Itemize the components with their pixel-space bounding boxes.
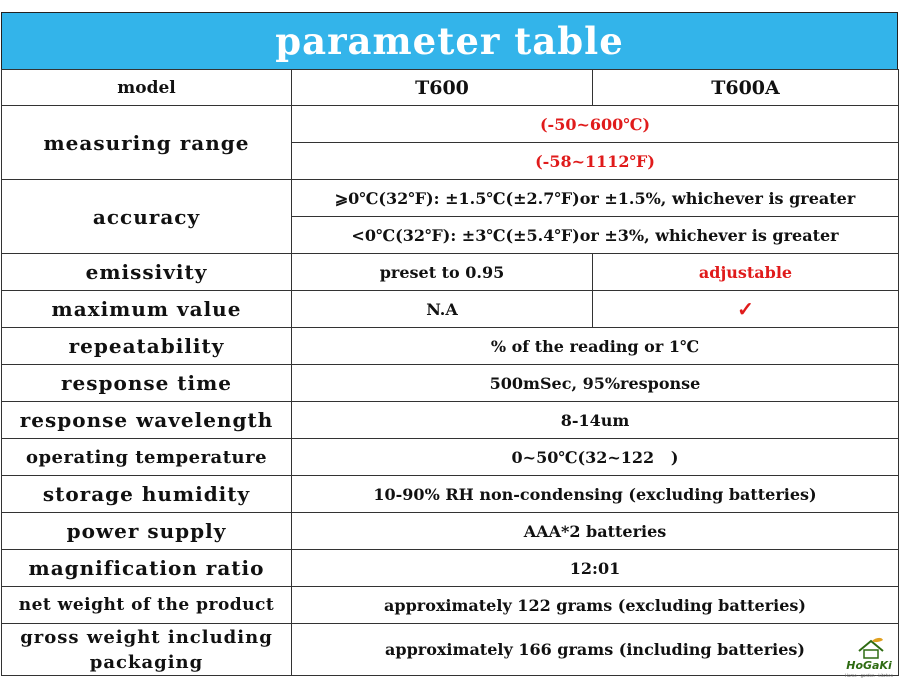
table-row xyxy=(2,291,899,328)
house-leaf-icon xyxy=(856,637,886,659)
table-row xyxy=(2,513,899,550)
table-row xyxy=(2,439,899,476)
maximum-value-t600: N.A xyxy=(292,291,593,328)
table-row xyxy=(2,180,899,217)
parameter-table-container xyxy=(1,12,898,676)
parameter-table xyxy=(1,69,899,676)
row-label-measuring-range: measuring range xyxy=(2,106,292,180)
row-label-accuracy: accuracy xyxy=(2,180,292,254)
row-label-net-weight: net weight of the product xyxy=(2,587,292,624)
row-label-storage-humidity: storage humidity xyxy=(2,476,292,513)
table-row xyxy=(2,254,899,291)
power-supply-value: AAA*2 batteries xyxy=(292,513,899,550)
table-row xyxy=(2,476,899,513)
row-label-emissivity: emissivity xyxy=(2,254,292,291)
table-row xyxy=(2,106,899,143)
hogaki-logo xyxy=(842,637,896,681)
table-row xyxy=(2,550,899,587)
logo-wordmark: HoGaKi xyxy=(846,659,892,672)
emissivity-t600: preset to 0.95 xyxy=(292,254,593,291)
operating-temperature-value: 0~50℃(32~122 ) xyxy=(292,439,899,476)
table-header-row xyxy=(2,70,899,106)
net-weight-value: approximately 122 grams (excluding batteries) xyxy=(292,587,899,624)
accuracy-above-zero: ⩾0℃(32℉): ±1.5℃(±2.7℉)or ±1.5%, whichever is greater xyxy=(292,180,899,217)
table-title-bar xyxy=(1,12,898,69)
row-label-response-time: response time xyxy=(2,365,292,402)
storage-humidity-value: 10-90% RH non-condensing (excluding batteries) xyxy=(292,476,899,513)
table-row xyxy=(2,402,899,439)
row-label-magnification-ratio: magnification ratio xyxy=(2,550,292,587)
measuring-range-fahrenheit: (-58~1112℉) xyxy=(292,143,899,180)
gross-weight-label-line2: packaging xyxy=(89,651,204,673)
table-title: parameter table xyxy=(275,19,624,63)
logo-tagline: Home · garden · kitchen xyxy=(844,673,894,678)
measuring-range-celsius: (-50~600℃) xyxy=(292,106,899,143)
accuracy-below-zero: <0℃(32℉): ±3℃(±5.4℉)or ±3%, whichever is greater xyxy=(292,217,899,254)
table-row xyxy=(2,587,899,624)
response-time-value: 500mSec, 95%response xyxy=(292,365,899,402)
row-label-gross-weight xyxy=(2,624,292,676)
row-label-maximum-value: maximum value xyxy=(2,291,292,328)
gross-weight-value: approximately 166 grams (including batteries) xyxy=(292,624,899,676)
header-t600a: T600A xyxy=(593,70,899,106)
row-label-power-supply: power supply xyxy=(2,513,292,550)
header-model: model xyxy=(2,70,292,106)
gross-weight-label-line1: gross weight including xyxy=(20,626,273,648)
repeatability-value: % of the reading or 1℃ xyxy=(292,328,899,365)
row-label-response-wavelength: response wavelength xyxy=(2,402,292,439)
table-row xyxy=(2,365,899,402)
table-row xyxy=(2,328,899,365)
header-t600: T600 xyxy=(292,70,593,106)
row-label-operating-temperature: operating temperature xyxy=(2,439,292,476)
emissivity-t600a: adjustable xyxy=(593,254,899,291)
magnification-ratio-value: 12:01 xyxy=(292,550,899,587)
maximum-value-t600a-check-icon: ✓ xyxy=(593,291,899,328)
table-row xyxy=(2,624,899,676)
response-wavelength-value: 8-14um xyxy=(292,402,899,439)
row-label-repeatability: repeatability xyxy=(2,328,292,365)
